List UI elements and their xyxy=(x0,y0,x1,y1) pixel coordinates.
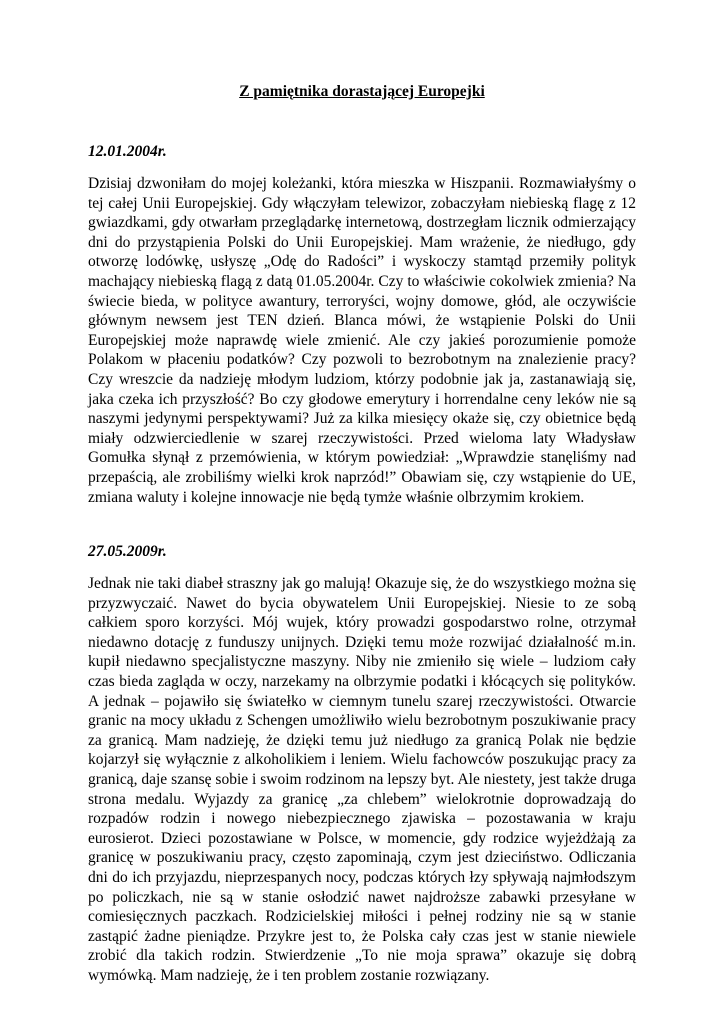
diary-entry-2 xyxy=(88,542,636,985)
entry-date: 12.01.2004r. xyxy=(88,143,167,160)
document-title: Z pamiętnika dorastającej Europejki xyxy=(239,83,485,100)
entry-date: 27.05.2009r. xyxy=(88,543,167,561)
entry-text: Dzisiaj dzwoniłam do mojej koleżanki, która mieszka w Hiszpanii. Rozmawiałyśmy o tej całej Unii Europejskiej. Gdy włączyłam telewizor, zobaczyłam niebieską flagę z 12 gwiazdkami, gdy otwarłam przeglądarkę internetową, dostrzegłam licznik odmierzający dni do przystąpienia Polski do Unii Europejskiej. Mam wrażenie, że niedługo, gdy otworzę lodówkę, usłyszę „Odę do Radości” i wyskoczy stamtąd przemiły polityk machający niebieską flagą z datą 01.05.2004r. Czy to właściwie cokolwiek zmienia? Na świecie bieda, w polityce awantury, terroryści, wojny domowe, głód, ale oczywiście głównym newsem jest TEN dzień. Blanca mówi, że wstąpienie Polski do Unii Europejskiej może naprawdę wiele zmienić. Ale czy jakieś porozumienie pomoże Polakom w płaceniu podatków? Czy pozwoli to bezrobotnym na znalezienie pracy? Czy wreszcie da nadzieję młodym ludziom, którzy podobnie jak ja, zastanawiają się, jaka czeka ich przyszłość? Bo czy głodowe emerytury i horrendalne ceny leków nie są naszymi jedynymi perspektywami? Już za kilka miesięcy okaże się, czy obietnice będą miały odzwierciedlenie w szarej rzeczywistości. Przed wieloma laty Władysław Gomułka słynął z przemówienia, w którym powiedział: „Wprawdzie stanęliśmy nad przepaścią, ale zrobiliśmy wielki krok naprzód!” Obawiam się, czy wstąpienie do UE, zmiana waluty i kolejne innowacje nie będą tymże właśnie olbrzymim krokiem. xyxy=(88,175,636,506)
entry-text: Jednak nie taki diabeł straszny jak go malują! Okazuje się, że do wszystkiego można się przyzwyczaić. Nawet do bycia obywatelem Unii Europejskiej. Niesie to ze sobą całkiem sporo korzyści. Mój wujek, który prowadzi gospodarstwo rolne, otrzymał niedawno dotację z funduszy unijnych. Dzięki temu może rozwijać działalność m.in. kupił niedawno specjalistyczne maszyny. Niby nie zmieniło się wiele – ludziom cały czas bieda zagląda w oczy, narzekamy na olbrzymie podatki i kłócących się polityków. A jednak – pojawiło się światełko w ciemnym tunelu szarej rzeczywistości. Otwarcie granic na mocy układu z Schengen umożliwiło wielu bezrobotnym poszukiwanie pracy za granicą. Mam nadzieję, że dzięki temu już niedługo za granicą Polak nie będzie kojarzył się wyłącznie z alkoholikiem i leniem. Wielu fachowców poszukując pracy za granicą, daje szansę sobie i swoim rodzinom na lepszy byt. Ale niestety, jest także druga strona medalu. Wyjazdy za granicę „za chlebem” wielokrotnie doprowadzają do rozpadów rodzin i nowego niebezpiecznego zjawiska – pozostawania w kraju eurosierot. Dzieci pozostawiane w Polsce, w momencie, gdy rodzice wyjeżdżają za granicę w poszukiwaniu pracy, często zapominają, czym jest dzieciństwo. Odliczania dni do ich przyjazdu, nieprzespanych nocy, podczas których łzy spływają najmłodszym po policzkach, nie są w stanie osłodzić nawet najdroższe zabawki przesyłane w comiesięcznych paczkach. Rodzicielskiej miłości i pełnej rodziny nie są w stanie zastąpić żadne pieniądze. Przykre jest to, że Polska cały czas jest w stanie niewiele zrobić dla takich rodzin. Stwierdzenie „To nie moja sprawa” okazuje się dobrą wymówką. Mam nadzieję, że i ten problem zostanie rozwiązany. xyxy=(88,575,636,984)
diary-entry-1 xyxy=(88,142,636,507)
